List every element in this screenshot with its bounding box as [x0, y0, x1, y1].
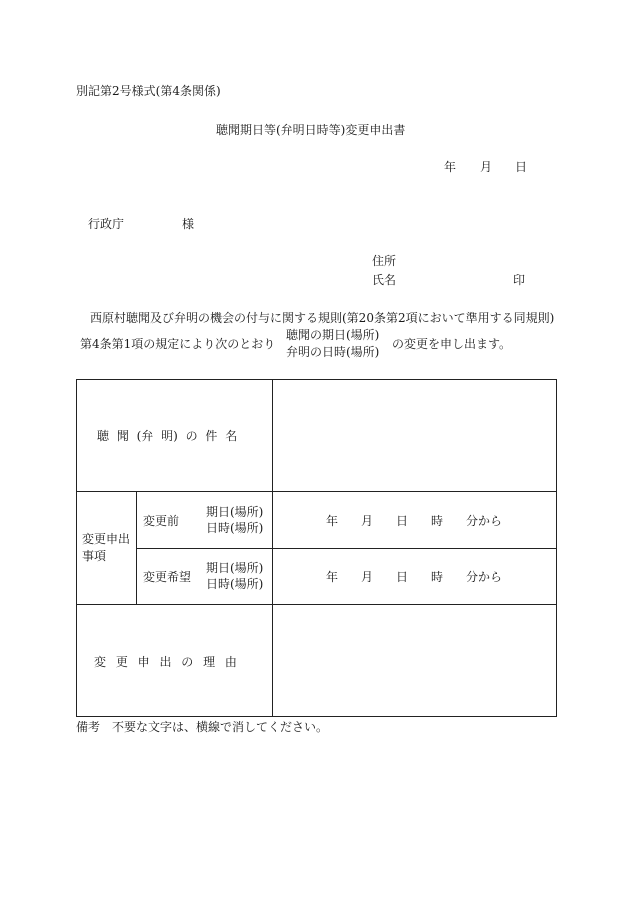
date-year-label: 年	[444, 160, 457, 174]
desired-minute-unit: 分から	[465, 570, 502, 584]
table-row-divider-1	[76, 491, 557, 492]
desired-date-place-label: 期日(場所)	[206, 561, 264, 575]
desired-year-unit: 年	[326, 570, 339, 584]
change-section-label-2: 事項	[82, 549, 107, 563]
before-time-place-label: 日時(場所)	[206, 521, 264, 535]
table-row-divider-3	[76, 604, 557, 605]
reason-field[interactable]	[274, 606, 555, 715]
desired-month-unit: 月	[360, 570, 373, 584]
reason-label: 変 更 申 出 の 理 由	[94, 655, 237, 669]
table-row-divider-2	[136, 548, 557, 549]
option-explanation: 弁明の日時(場所)	[286, 345, 380, 359]
address-label: 住所	[372, 254, 397, 268]
addressee-honorific: 様	[182, 217, 195, 231]
addressee-name: 行政庁	[88, 217, 125, 231]
before-date-place-label: 期日(場所)	[206, 505, 264, 519]
before-datetime-field[interactable]	[326, 514, 502, 529]
before-minute-unit: 分から	[465, 514, 502, 528]
date-month-label: 月	[480, 160, 493, 174]
before-change-label: 変更前	[143, 514, 180, 528]
body-line-2-prefix: 第4条第1項の規定により次のとおり	[80, 337, 276, 351]
before-hour-unit: 時	[430, 514, 443, 528]
desired-time-place-label: 日時(場所)	[206, 577, 264, 591]
date-day-label: 日	[515, 160, 528, 174]
change-section-label-1: 変更申出	[82, 532, 131, 546]
case-name-label: 聴 聞 (弁 明) の 件 名	[97, 429, 238, 443]
table-subcolumn-divider	[136, 491, 137, 604]
desired-change-label: 変更希望	[143, 570, 192, 584]
seal-mark: 印	[513, 273, 526, 287]
name-label: 氏名	[372, 273, 397, 287]
option-hearing: 聴聞の期日(場所)	[286, 328, 380, 342]
remarks-note: 備考 不要な文字は、横線で消してください。	[76, 720, 329, 734]
body-line-1: 西原村聴聞及び弁明の機会の付与に関する規則(第20条第2項において準用する同規則)	[90, 311, 555, 325]
case-name-field[interactable]	[274, 381, 555, 489]
desired-day-unit: 日	[395, 570, 408, 584]
before-day-unit: 日	[395, 514, 408, 528]
before-month-unit: 月	[360, 514, 373, 528]
desired-datetime-field[interactable]	[326, 570, 502, 585]
body-line-2-suffix: の変更を申し出ます。	[392, 337, 512, 351]
form-label: 別記第2号様式(第4条関係)	[76, 84, 221, 98]
document-title: 聴聞期日等(弁明日時等)変更申出書	[216, 123, 406, 137]
before-year-unit: 年	[326, 514, 339, 528]
desired-hour-unit: 時	[430, 570, 443, 584]
